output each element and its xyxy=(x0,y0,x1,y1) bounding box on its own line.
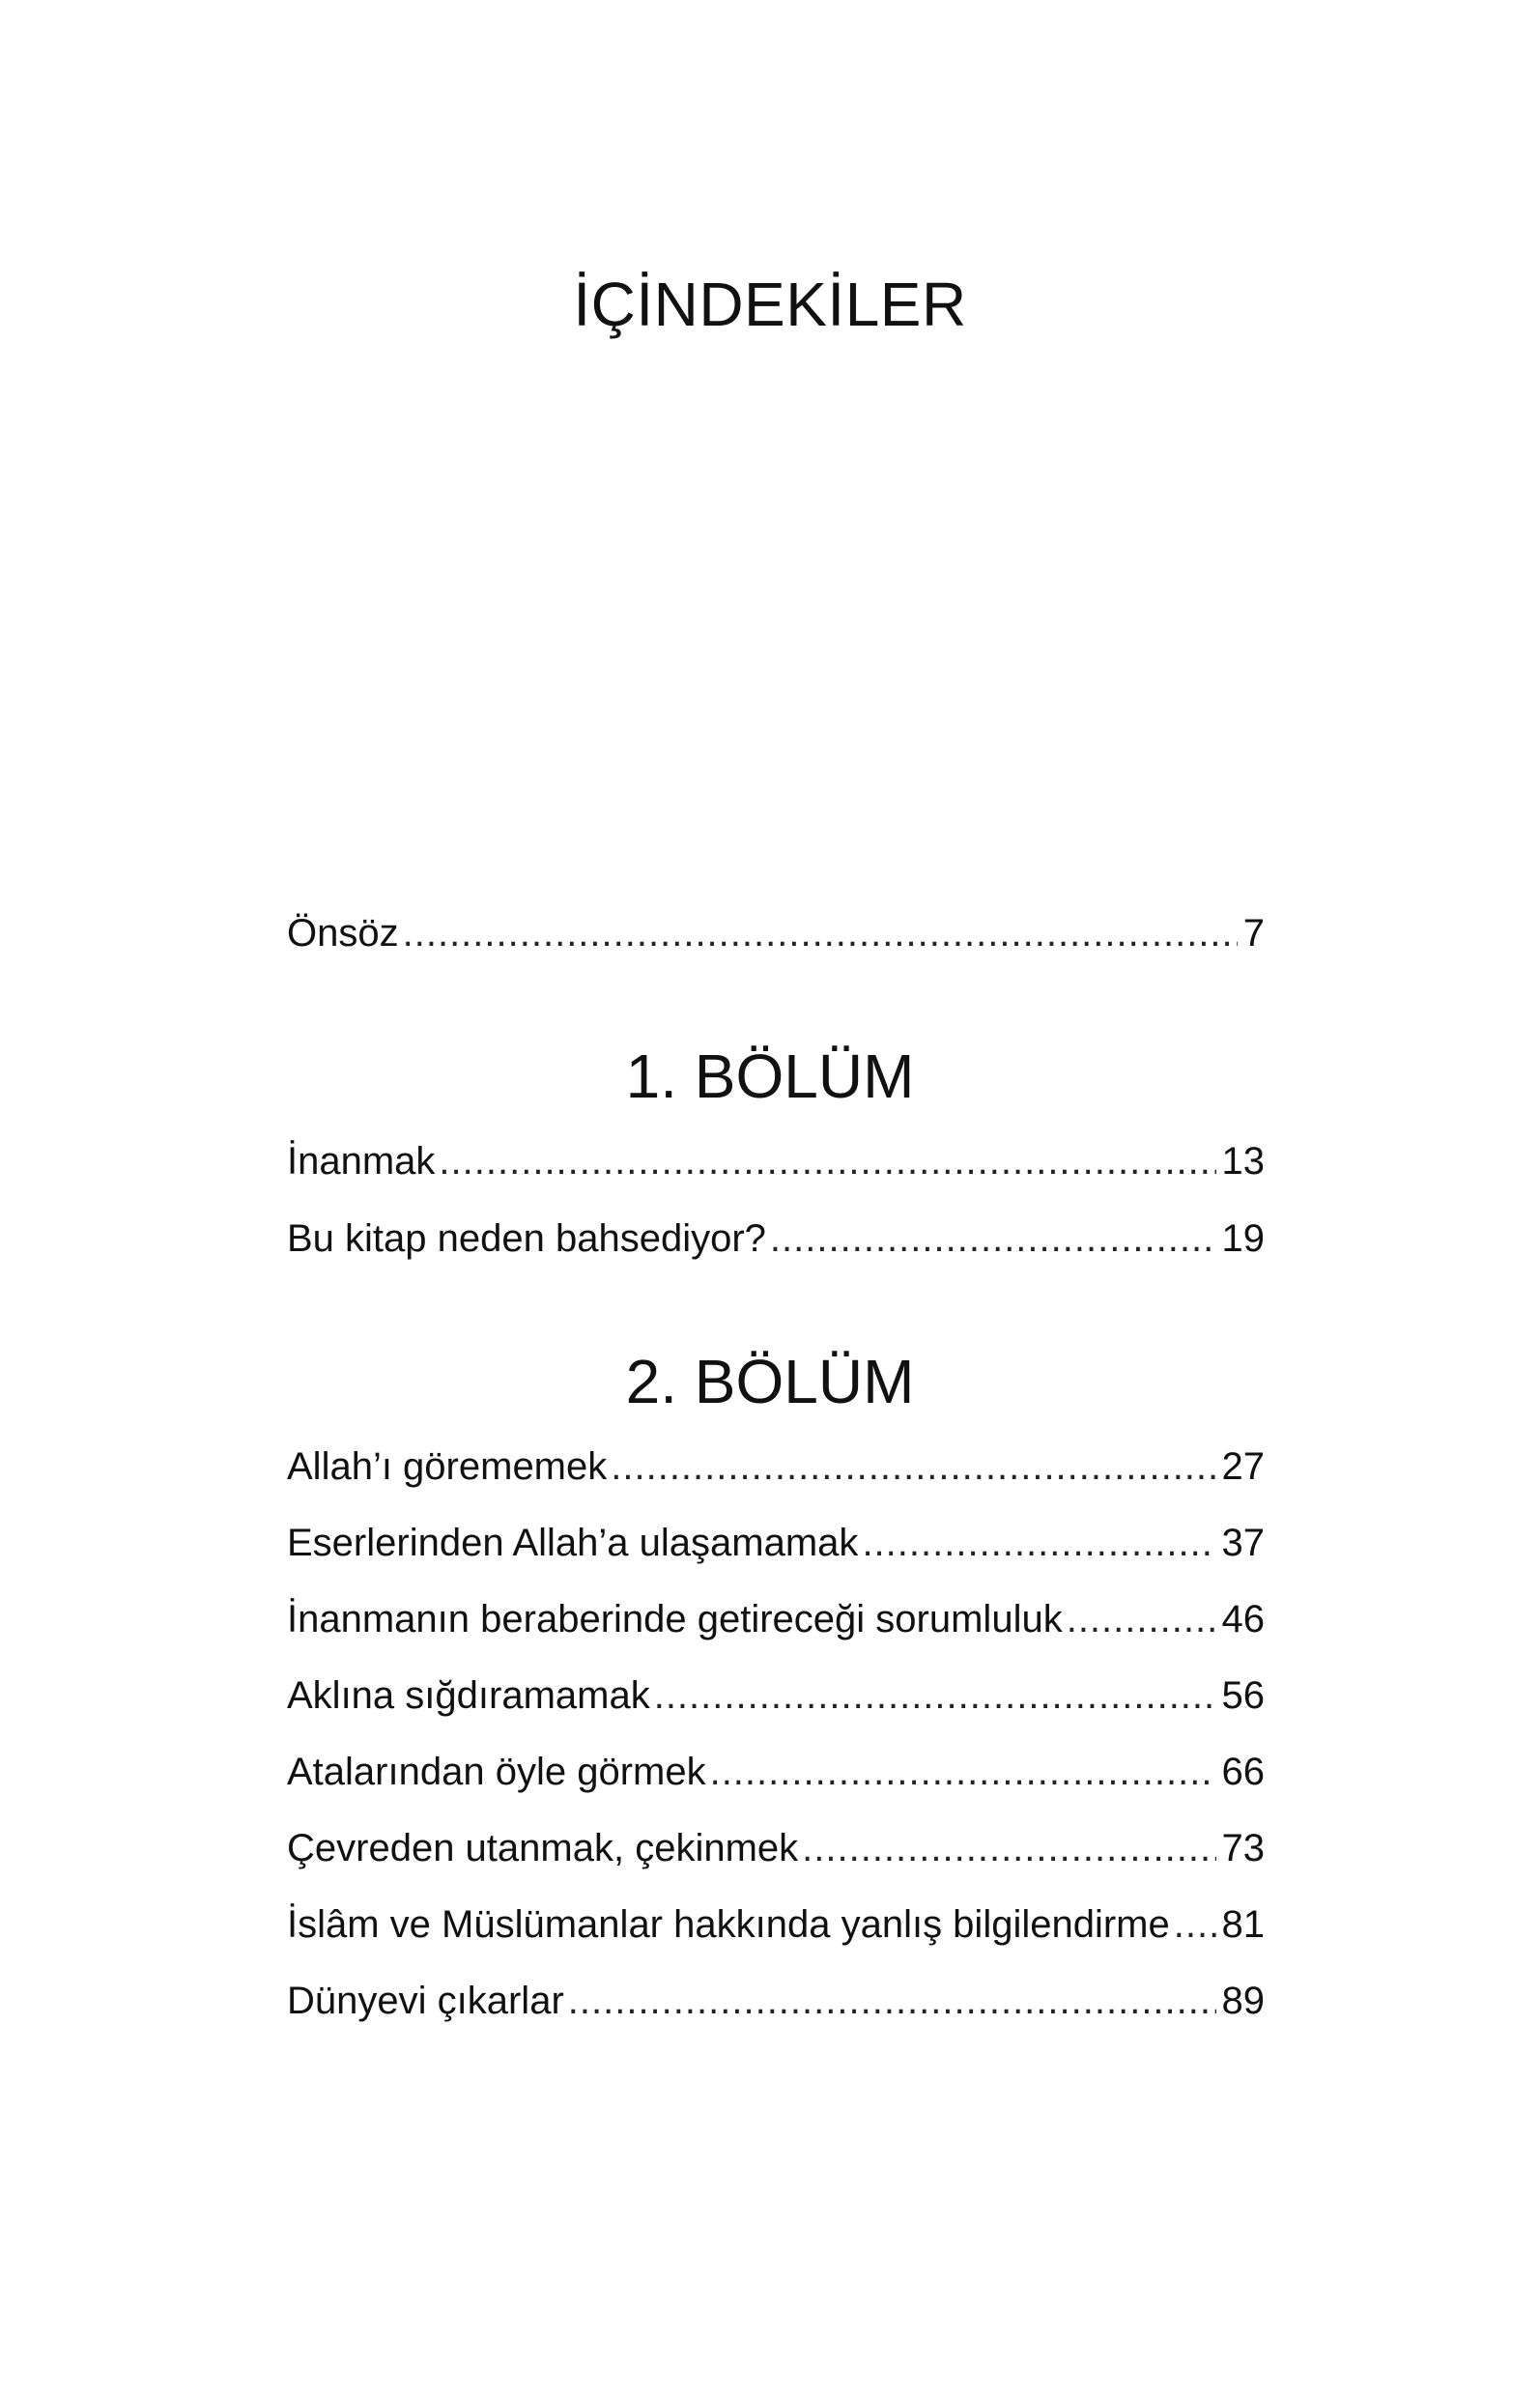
toc-entry[interactable] xyxy=(287,1901,1265,1948)
toc-entry-label: Dünyevi çıkarlar xyxy=(287,1980,564,2022)
toc-entry-label: Önsöz xyxy=(287,912,399,955)
toc-entry[interactable] xyxy=(287,1215,1265,1262)
dot-leader xyxy=(770,1215,1216,1262)
dot-leader xyxy=(862,1520,1215,1566)
dot-leader xyxy=(654,1672,1216,1719)
page-title: İÇİNDEKİLER xyxy=(573,270,967,339)
dot-leader xyxy=(611,1443,1215,1490)
section-2-entries xyxy=(287,1443,1265,2024)
toc-entry-page-number: 56 xyxy=(1221,1674,1265,1717)
toc-entry-label: Bu kitap neden bahsediyor? xyxy=(287,1217,766,1260)
toc-entry[interactable] xyxy=(287,1138,1265,1184)
toc-entry-label: İslâm ve Müslümanlar hakkında yanlış bilgilendirme xyxy=(287,1903,1170,1946)
dot-leader xyxy=(439,1138,1215,1184)
toc-entry-page-number: 37 xyxy=(1221,1522,1265,1564)
toc-entry[interactable] xyxy=(287,1749,1265,1795)
toc-entry-page-number: 89 xyxy=(1221,1980,1265,2022)
toc-entry[interactable] xyxy=(287,1520,1265,1566)
toc-entry[interactable] xyxy=(287,1978,1265,2024)
toc-entry-page-number: 7 xyxy=(1242,912,1265,955)
toc-entry-label: Çevreden utanmak, çekinmek xyxy=(287,1827,799,1869)
preface-list xyxy=(287,910,1265,956)
toc-entry-preface[interactable] xyxy=(287,910,1265,956)
toc-entry-page-number: 46 xyxy=(1221,1598,1265,1640)
toc-entry-page-number: 73 xyxy=(1221,1827,1265,1869)
toc-entry-label: İnanmanın beraberinde getireceği sorumluluk xyxy=(287,1598,1063,1640)
section-1-entries xyxy=(287,1138,1265,1262)
dot-leader xyxy=(1067,1596,1216,1642)
section-heading-1: 1. BÖLÜM xyxy=(625,1041,915,1111)
toc-entry-label: Allah’ı görememek xyxy=(287,1445,608,1488)
dot-leader xyxy=(802,1825,1215,1871)
toc-entry-label: Aklına sığdıramamak xyxy=(287,1674,650,1717)
toc-entry-label: Eserlerinden Allah’a ulaşamamak xyxy=(287,1522,859,1564)
dot-leader xyxy=(568,1978,1216,2024)
toc-entry-page-number: 81 xyxy=(1221,1903,1265,1946)
toc-entry-label: İnanmak xyxy=(287,1140,436,1183)
toc-entry[interactable] xyxy=(287,1672,1265,1719)
dot-leader xyxy=(1174,1901,1216,1948)
toc-entry-page-number: 66 xyxy=(1221,1751,1265,1793)
toc-entry-page-number: 27 xyxy=(1221,1445,1265,1488)
dot-leader xyxy=(710,1749,1216,1795)
toc-entry[interactable] xyxy=(287,1596,1265,1642)
toc-entry-page-number: 19 xyxy=(1221,1217,1265,1260)
toc-entry[interactable] xyxy=(287,1443,1265,1490)
dot-leader xyxy=(403,910,1238,956)
toc-entry-label: Atalarından öyle görmek xyxy=(287,1751,706,1793)
section-heading-2: 2. BÖLÜM xyxy=(625,1347,915,1416)
toc-entry[interactable] xyxy=(287,1825,1265,1871)
toc-entry-page-number: 13 xyxy=(1221,1140,1265,1183)
